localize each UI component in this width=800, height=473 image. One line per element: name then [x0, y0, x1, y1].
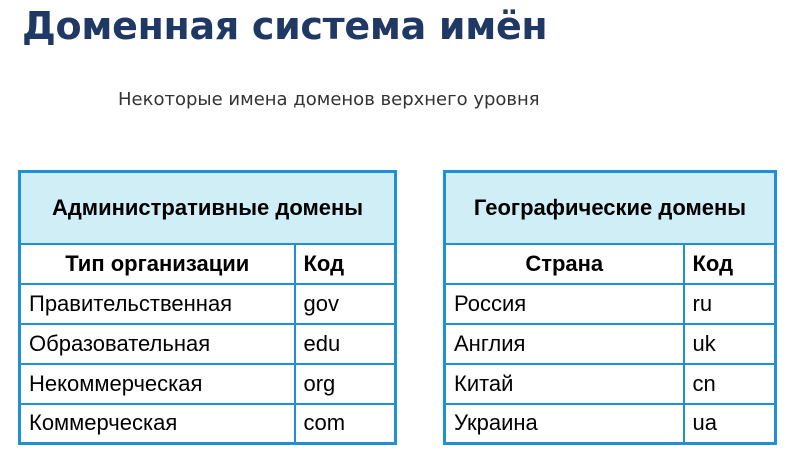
organization-type-cell: Некоммерческая: [20, 364, 295, 404]
code-column-header: Код: [684, 244, 776, 284]
administrative-domains-table: [18, 170, 397, 445]
geographic-domains-header: Географические домены: [445, 172, 776, 244]
country-cell: Англия: [445, 324, 684, 364]
code-column-header: Код: [295, 244, 396, 284]
table-row: [20, 324, 396, 364]
table-row: [445, 284, 776, 324]
country-cell: Китай: [445, 364, 684, 404]
country-cell: Украина: [445, 404, 684, 444]
organization-type-cell: Образовательная: [20, 324, 295, 364]
table-row: [445, 364, 776, 404]
table-row: [20, 404, 396, 444]
domain-code-cell: uk: [684, 324, 776, 364]
organization-type-cell: Правительственная: [20, 284, 295, 324]
table-title-row: [445, 172, 776, 244]
slide-title: Доменная система имён: [22, 4, 548, 48]
domain-code-cell: edu: [295, 324, 396, 364]
domain-code-cell: ru: [684, 284, 776, 324]
table-row: [445, 404, 776, 444]
domain-code-cell: org: [295, 364, 396, 404]
column-header-row: [20, 244, 396, 284]
domain-code-cell: cn: [684, 364, 776, 404]
country-column-header: Страна: [445, 244, 684, 284]
table-title-row: [20, 172, 396, 244]
table-row: [20, 364, 396, 404]
geographic-domains-table: [443, 170, 777, 445]
administrative-domains-header: Административные домены: [20, 172, 396, 244]
domain-code-cell: ua: [684, 404, 776, 444]
organization-type-column-header: Тип организации: [20, 244, 295, 284]
table-row: [20, 284, 396, 324]
domain-code-cell: gov: [295, 284, 396, 324]
slide-subtitle: Некоторые имена доменов верхнего уровня: [118, 89, 540, 110]
organization-type-cell: Коммерческая: [20, 404, 295, 444]
column-header-row: [445, 244, 776, 284]
table-row: [445, 324, 776, 364]
domain-code-cell: com: [295, 404, 396, 444]
country-cell: Россия: [445, 284, 684, 324]
